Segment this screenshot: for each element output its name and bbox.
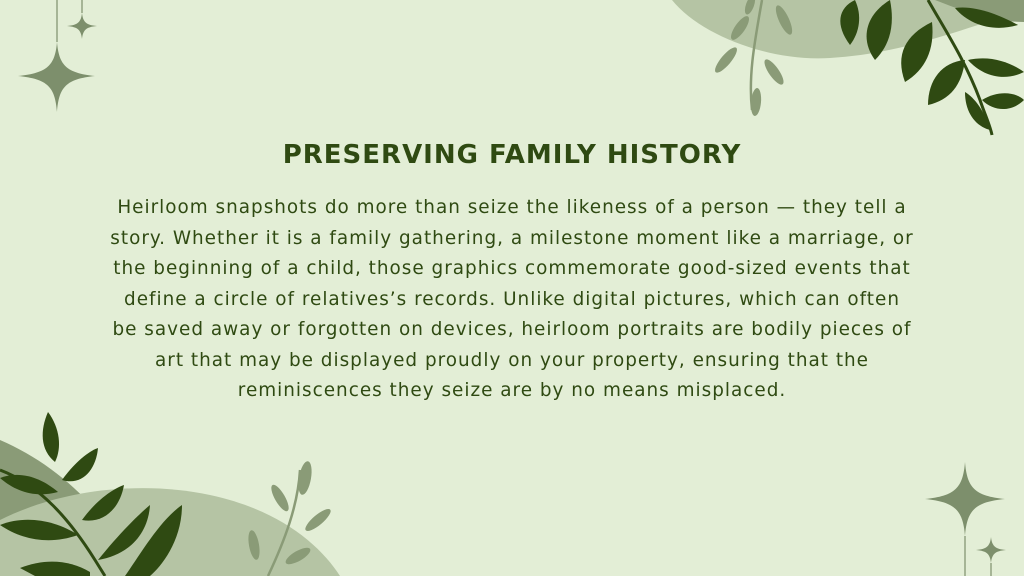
top-left-sparkle-small-icon: [67, 0, 97, 39]
bottom-left-muted-sprig-icon: [246, 460, 333, 576]
top-right-fern-icon: [840, 0, 1024, 135]
top-right-muted-sprig-icon: [712, 0, 795, 116]
bottom-right-sparkle-large-icon: [925, 462, 1005, 576]
bottom-right-sparkle-small-icon: [976, 537, 1006, 576]
top-right-blob-dark: [935, 0, 1024, 22]
bottom-left-blob: [0, 488, 340, 576]
page-title: PRESERVING FAMILY HISTORY: [282, 140, 742, 170]
bottom-left-fern-icon: [0, 412, 182, 576]
bottom-left-blob-dark: [0, 440, 120, 576]
body-paragraph: Heirloom snapshots do more than seize the likeness of a person — they tell a story. Whether it is a family gathering, a milestone moment like a marriage, or the beginning of a child, those graphics commemorate good-sized events that define a circle of relatives’s records. Unlike digital pictures, which can often be saved away or forgotten on devices, heirloom portraits are bodily pieces of art that may be displayed proudly on your property, ensuring that the reminiscences they seize are by no means misplaced.: [110, 197, 914, 401]
top-left-sparkle-large-icon: [18, 0, 95, 112]
top-right-blob: [672, 0, 1024, 58]
